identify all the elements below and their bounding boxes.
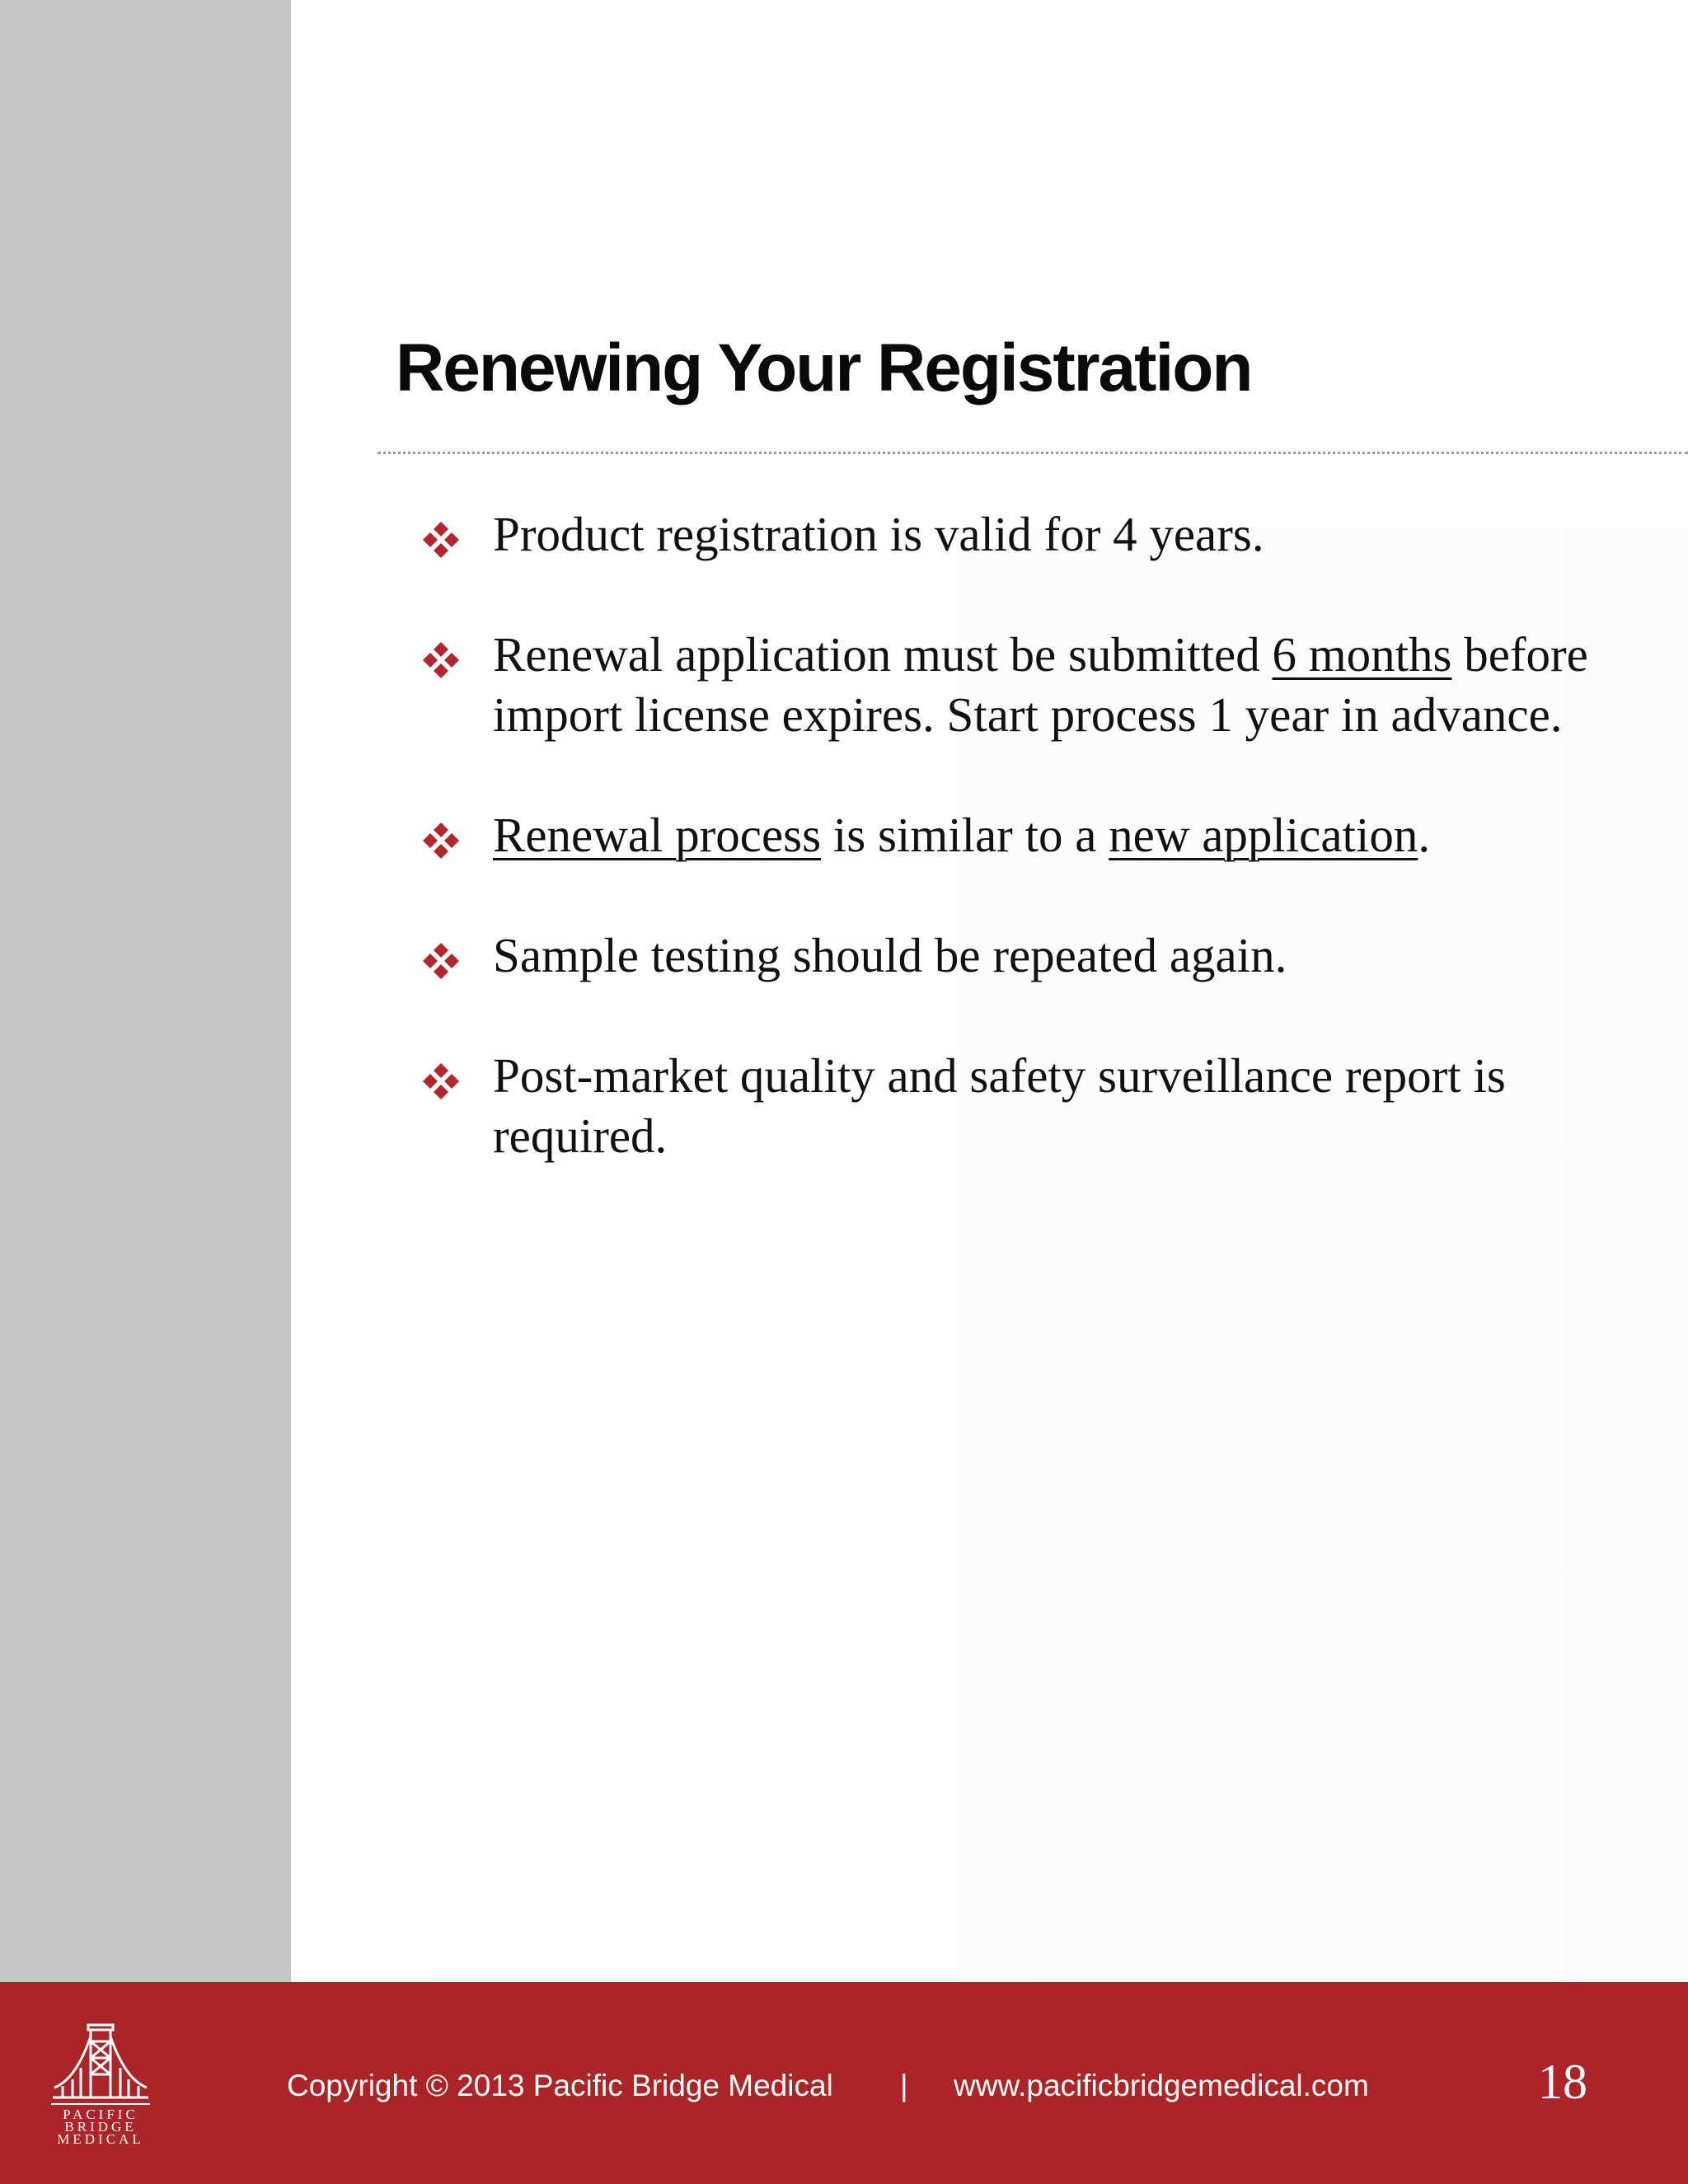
bullet-text: Post-market quality and safety surveillance report is required. [493, 1048, 1506, 1163]
bullet-text: Renewal application must be submitted [493, 627, 1273, 682]
four-diamond-bullet-icon [420, 640, 462, 681]
bullet-text: Sample testing should be repeated again. [493, 928, 1287, 982]
golden-gate-bridge-logo-icon [51, 2022, 150, 2145]
left-sidebar-band [0, 0, 291, 1982]
four-diamond-bullet-icon [420, 940, 462, 982]
logo-text-line: BRIDGE [64, 2119, 137, 2135]
four-diamond-bullet-icon [420, 519, 462, 560]
bullet-item [420, 805, 1607, 865]
four-diamond-bullet-icon [420, 820, 462, 861]
footer-separator: | [900, 2069, 908, 2102]
bullet-text: is similar to a [821, 808, 1109, 862]
four-diamond-bullet-icon [420, 1061, 462, 1102]
bullet-text: Product registration is valid for 4 years. [493, 507, 1264, 561]
logo-text-line: MEDICAL [57, 2131, 144, 2145]
bullet-text: . [1418, 808, 1431, 862]
underlined-emphasis: Renewal process [493, 808, 822, 862]
bullet-item [420, 625, 1607, 745]
bullet-text: before import license expires. Start process 1 year in advance. [493, 627, 1588, 742]
slide-title: Renewing Your Registration [396, 330, 1252, 405]
title-divider [377, 452, 1688, 454]
logo-text-line: PACIFIC [63, 2107, 138, 2122]
underlined-emphasis: 6 months [1272, 627, 1452, 682]
footer-website-link[interactable]: www.pacificbridgemedical.com [954, 2069, 1369, 2102]
page-number: 18 [1538, 2055, 1587, 2109]
underlined-emphasis: new application [1109, 808, 1418, 862]
bullet-item [420, 1046, 1607, 1166]
footer-copyright: Copyright © 2013 Pacific Bridge Medical [287, 2069, 833, 2102]
footer-band [0, 1982, 1688, 2184]
bullet-item [420, 926, 1607, 986]
bullet-item [420, 504, 1607, 565]
bullet-list [420, 504, 1607, 1226]
